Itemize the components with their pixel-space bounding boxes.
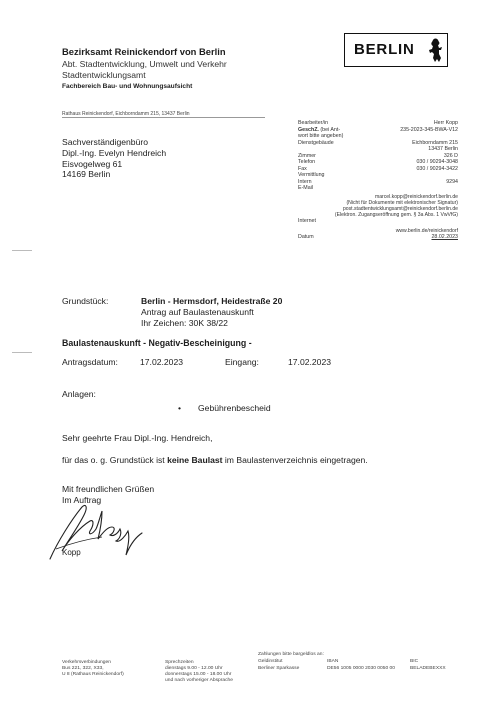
org-name: Bezirksamt Reinickendorf von Berlin <box>62 46 226 57</box>
email-value[interactable]: marcel.kopp@reinickendorf.berlin.de <box>374 193 458 200</box>
fold-mark-2 <box>12 352 32 353</box>
email-note: (Nicht für Dokumente mit elektronischer Signatur) <box>346 199 458 206</box>
antragsdatum-value: 17.02.2023 <box>140 357 184 367</box>
post-email-note: (Elektron. Zugangseröffnung gem. § 3a Abs. 1 VwVfG) <box>334 212 458 219</box>
info-value: 030 / 90294-3422 <box>416 165 458 172</box>
recipient-address <box>62 137 166 180</box>
footer-traffic-line-1: Bus 221, 322, X33, <box>62 666 104 671</box>
info-label: E-Mail <box>298 185 314 191</box>
info-label: Fax <box>298 165 307 172</box>
grundstueck-value: Berlin - Hermsdorf, Heidestraße 20 <box>141 296 283 306</box>
main-text <box>62 455 368 465</box>
geschz-hint-2: wort bitte angeben) <box>298 133 344 139</box>
anlage-item: Gebührenbescheid <box>198 403 271 413</box>
info-row-datum <box>298 234 458 241</box>
footer-bic-value: BELADEBEXXX <box>410 666 446 671</box>
logo-text: BERLIN <box>354 41 415 58</box>
footer-bic-label: BIC <box>410 659 419 664</box>
info-label: Zimmer <box>298 152 316 159</box>
footer-payment-title: Zahlungen bitte bargeldlos an: <box>258 652 324 657</box>
main-text-end: im Baulastenverzeichnis eingetragen. <box>222 455 368 465</box>
info-label: Vermittlung <box>298 172 325 178</box>
subject-details <box>141 307 254 328</box>
info-value: 030 / 90294-3048 <box>416 159 458 165</box>
closing-auftrag: Im Auftrag <box>62 494 102 505</box>
bullet-icon: • <box>178 403 182 413</box>
info-label: Bearbeiter/in <box>298 120 329 126</box>
fold-mark-1 <box>12 250 32 251</box>
info-label: Dienstgebäude <box>298 139 334 146</box>
department-line-1: Abt. Stadtentwicklung, Umwelt und Verkehr <box>62 59 227 69</box>
main-text-start: für das o. g. Grundstück ist <box>62 455 168 465</box>
info-value: Eichborndamm 215 <box>412 139 458 146</box>
antrag-line: Antrag auf Baulastenauskunft <box>141 307 254 317</box>
main-text-bold: keine Baulast <box>167 455 223 465</box>
berlin-bear-icon <box>427 38 444 64</box>
berlin-logo <box>344 33 448 67</box>
footer-hours-title: Sprechzeiten <box>165 660 194 665</box>
info-value: Herr Kopp <box>433 120 458 126</box>
geschz-label: GeschZ. <box>298 126 319 133</box>
info-value: 13437 Berlin <box>428 146 458 152</box>
footer-bank-value: Berliner Sparkasse <box>258 666 300 671</box>
footer-iban-label: IBAN <box>327 659 339 664</box>
info-label: Internet <box>298 218 316 225</box>
post-email[interactable]: post.stadtentwicklungsamt@reinickendorf.berlin.de <box>342 205 458 212</box>
footer-bank-label: Geldinstitut <box>258 659 283 664</box>
geschz-hint: (bei Ant- <box>320 126 341 133</box>
closing-greeting: Mit freundlichen Grüßen <box>62 484 155 494</box>
footer-hours-line-2: donnerstags 15.00 - 18.00 Uhr <box>165 672 232 677</box>
department-line-2: Stadtentwicklungsamt <box>62 70 146 81</box>
info-value: 9294 <box>446 178 458 185</box>
sender-line: Rathaus Reinickendorf, Eichborndamm 215, 13437 Berlin <box>62 111 190 117</box>
zeichen-line: Ihr Zeichen: 30K 38/22 <box>141 317 228 328</box>
contact-info-block <box>298 120 458 241</box>
recipient-line-2: Dipl.-Ing. Evelyn Hendreich <box>62 147 167 158</box>
recipient-line-4: 14169 Berlin <box>62 169 111 180</box>
info-label: Intern <box>298 178 312 185</box>
department <box>62 59 227 82</box>
footer-traffic <box>62 660 124 678</box>
eingang-value: 17.02.2023 <box>288 357 332 367</box>
antragsdatum-label: Antragsdatum: <box>62 357 118 367</box>
info-value: 235-2023-345-BWA-V12 <box>400 126 458 133</box>
footer-iban-value: DE56 1005 0000 2030 0050 00 <box>327 666 395 671</box>
recipient-line-3: Eisvogelweg 61 <box>62 158 123 169</box>
footer-hours <box>165 660 233 684</box>
internet-value[interactable]: www.berlin.de/reinickendorf <box>395 227 458 234</box>
footer-traffic-line-2: U 8 (Rathaus Reinickendorf) <box>62 672 124 677</box>
grundstueck-label: Grundstück: <box>62 296 109 306</box>
footer-hours-line-3: und nach vorheriger Absprache <box>165 678 233 683</box>
info-value: 326 D <box>443 152 458 159</box>
info-value: 28.02.2023 <box>431 234 458 241</box>
anlagen-label: Anlagen: <box>62 389 96 399</box>
recipient-line-1: Sachverständigenbüro <box>62 137 148 147</box>
section-name: Fachbereich Bau- und Wohnungsaufsicht <box>62 83 193 90</box>
sender-divider <box>62 117 265 118</box>
letter-heading: Baulastenauskunft - Negativ-Bescheinigung - <box>62 338 252 348</box>
footer-hours-line-1: dienstags 9.00 - 12.00 Uhr <box>165 666 223 671</box>
footer-traffic-title: Verkehrsverbindungen <box>62 660 111 665</box>
salutation: Sehr geehrte Frau Dipl.-Ing. Hendreich, <box>62 433 213 443</box>
info-label: Datum <box>298 234 314 241</box>
eingang-label: Eingang: <box>225 357 259 367</box>
signer-name: Kopp <box>62 548 81 557</box>
info-label: Telefon <box>298 159 316 165</box>
handwritten-signature <box>42 494 152 567</box>
